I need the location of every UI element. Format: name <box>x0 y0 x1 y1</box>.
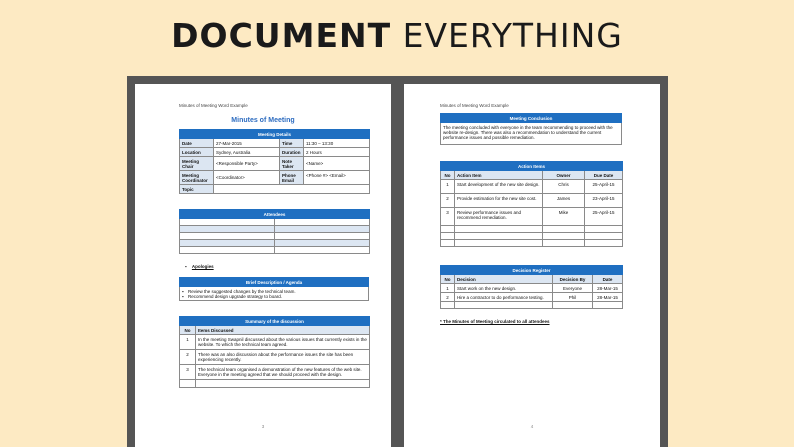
decision-register-table <box>440 265 623 309</box>
action-due: 25-April-15 <box>585 180 623 194</box>
decision-date: 28-Mar-15 <box>593 293 623 302</box>
action-item: Start development of the new site design. <box>455 180 543 194</box>
table-cell <box>455 226 543 233</box>
column-header: Date <box>593 275 623 284</box>
page-number: 4 <box>530 424 534 429</box>
action-owner: Chris <box>543 180 585 194</box>
action-due: 23-April-15 <box>585 194 623 208</box>
table-cell <box>553 302 593 309</box>
action-item: Provide estimation for the new site cost. <box>455 194 543 208</box>
action-owner: James <box>543 194 585 208</box>
decision-text: Hire a contractor to do performance testing. <box>455 293 553 302</box>
field-value: <Phone #> <Email> <box>304 171 370 185</box>
table-cell <box>543 233 585 240</box>
field-value: 27-Mar-2015 <box>214 139 280 148</box>
field-value: 2 Hours <box>304 148 370 157</box>
table-cell <box>196 380 370 388</box>
row-text: In the meeting Swapnil discussed about the various issues that currently exists in the website. To which the technical team agreed. <box>196 335 370 350</box>
column-header: Due Date <box>585 171 623 180</box>
action-item: Review performance issues and recommend remediation. <box>455 208 543 226</box>
field-label: Duration <box>280 148 304 157</box>
table-cell <box>180 233 275 240</box>
action-owner: Mike <box>543 208 585 226</box>
table-cell <box>593 302 623 309</box>
table-heading: Brief Description / Agenda <box>180 278 369 287</box>
decision-date: 28-Mar-15 <box>593 284 623 293</box>
table-cell <box>585 240 623 247</box>
field-label: Meeting Coordinator <box>180 171 214 185</box>
column-header: Decision <box>455 275 553 284</box>
circulation-note: * The Minutes of Meeting circulated to all attendees <box>440 319 550 324</box>
action-items-table <box>440 161 623 247</box>
summary-table <box>179 316 370 388</box>
table-cell <box>441 226 455 233</box>
row-number: 3 <box>180 365 196 380</box>
table-cell <box>180 219 275 226</box>
field-value: <Name> <box>304 157 370 171</box>
document-title: Minutes of Meeting <box>231 117 295 124</box>
decision-by: Phil <box>553 293 593 302</box>
row-number: 1 <box>441 180 455 194</box>
meeting-details-table <box>179 129 370 194</box>
field-label: Topic <box>180 185 214 194</box>
table-cell <box>180 226 275 233</box>
field-label: Note Taker <box>280 157 304 171</box>
column-header: No <box>441 275 455 284</box>
field-label: Location <box>180 148 214 157</box>
table-cell <box>275 219 370 226</box>
table-heading: Attendees <box>180 210 370 219</box>
field-label: Meeting Chair <box>180 157 214 171</box>
field-label: Time <box>280 139 304 148</box>
column-header: Owner <box>543 171 585 180</box>
table-cell <box>543 240 585 247</box>
table-cell <box>585 226 623 233</box>
row-number: 2 <box>180 350 196 365</box>
table-heading: Action Items <box>441 162 623 171</box>
field-value: <Responsible Party> <box>214 157 280 171</box>
row-text: There was an also discussion about the performance issues the site has been experiencing recently. <box>196 350 370 365</box>
row-number: 1 <box>180 335 196 350</box>
table-cell <box>275 233 370 240</box>
apologies-bullet <box>185 264 214 269</box>
table-cell <box>180 380 196 388</box>
table-cell <box>543 226 585 233</box>
agenda-item: ▪ Review the suggested changes by the technical team. <box>182 289 366 294</box>
field-label: Date <box>180 139 214 148</box>
page-number: 3 <box>261 424 265 429</box>
row-number: 3 <box>441 208 455 226</box>
column-header: No <box>180 326 196 335</box>
row-number: 1 <box>441 284 455 293</box>
table-cell <box>180 247 275 254</box>
field-value: 11:30 – 13:30 <box>304 139 370 148</box>
table-cell <box>275 240 370 247</box>
row-text: The technical team organised a demonstration of the new features of the web site. Everyone in the meeting agreed that we should proceed with the design. <box>196 365 370 380</box>
headline-bold: DOCUMENT <box>171 16 392 55</box>
table-heading: Decision Register <box>441 266 623 275</box>
field-label: Phone Email <box>280 171 304 185</box>
table-heading: Summary of the discussion <box>180 317 370 326</box>
column-header: Decision By <box>553 275 593 284</box>
table-cell <box>441 233 455 240</box>
action-due: 25-April-15 <box>585 208 623 226</box>
column-header: Items Discussed <box>196 326 370 335</box>
field-value: <Coordinator> <box>214 171 280 185</box>
table-cell <box>585 233 623 240</box>
table-cell <box>180 240 275 247</box>
row-number: 2 <box>441 293 455 302</box>
table-cell <box>441 302 455 309</box>
page-header: Minutes of Meeting Word Example <box>179 103 248 108</box>
table-cell <box>455 302 553 309</box>
decision-by: Everyone <box>553 284 593 293</box>
column-header: No <box>441 171 455 180</box>
field-value <box>214 185 370 194</box>
column-header: Action Item <box>455 171 543 180</box>
document-viewer[interactable] <box>127 76 668 447</box>
headline <box>0 16 794 55</box>
row-number: 2 <box>441 194 455 208</box>
conclusion-table <box>440 113 622 145</box>
conclusion-text: The meeting concluded with everyone in the team recommending to proceed with the website re-design. There was also a recommendation to understand the current performance issues and possible remediation. <box>441 123 622 145</box>
table-cell <box>455 240 543 247</box>
table-heading: Meeting Conclusion <box>441 114 622 123</box>
agenda-table <box>179 277 369 301</box>
table-cell <box>275 247 370 254</box>
headline-light: EVERYTHING <box>402 16 623 55</box>
table-cell <box>441 240 455 247</box>
document-page-left <box>135 84 391 447</box>
table-cell <box>275 226 370 233</box>
apologies-label: Apologies <box>191 264 214 269</box>
agenda-cell <box>180 287 369 301</box>
page-header: Minutes of Meeting Word Example <box>440 103 509 108</box>
field-value: Sydney, Australia <box>214 148 280 157</box>
agenda-item: ▪ Recommend design upgrade strategy to board. <box>182 294 366 299</box>
table-heading: Meeting Details <box>180 130 370 139</box>
decision-text: Start work on the new design. <box>455 284 553 293</box>
attendees-table <box>179 209 370 254</box>
document-page-right <box>404 84 660 447</box>
table-cell <box>455 233 543 240</box>
